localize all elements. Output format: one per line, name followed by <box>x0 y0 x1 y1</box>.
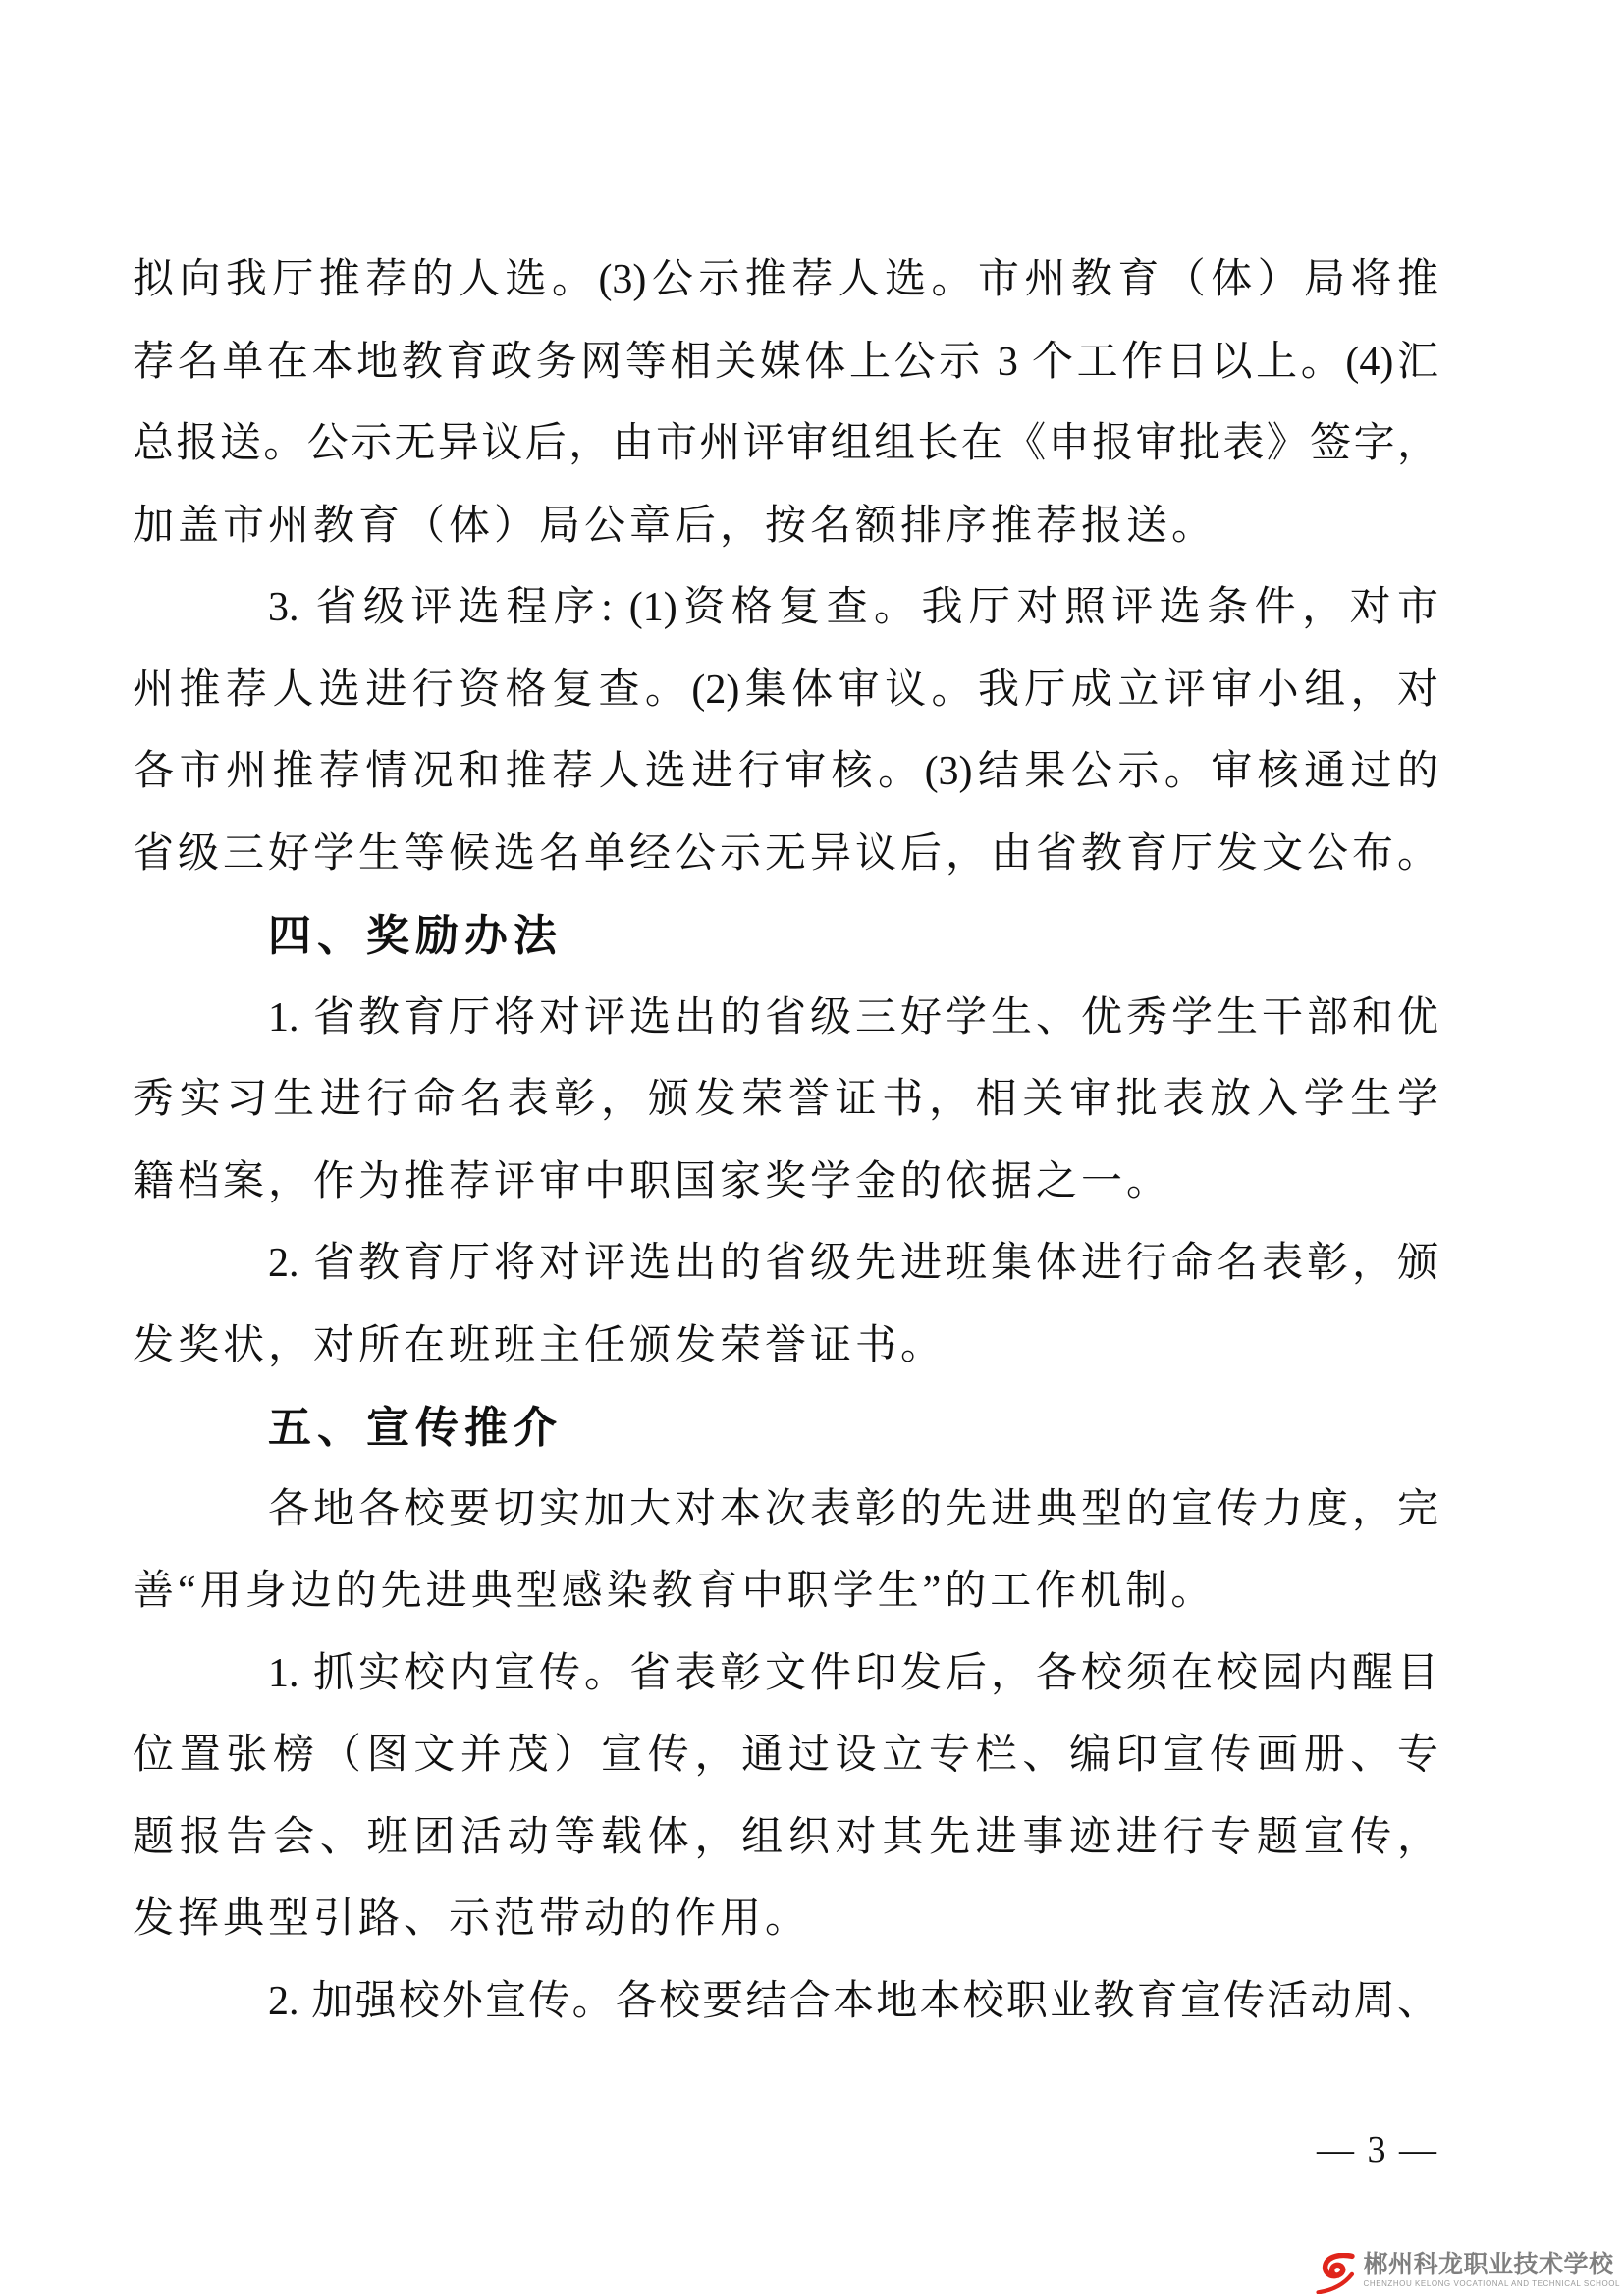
text-line: 善“用身边的先进典型感染教育中职学生”的工作机制。 <box>133 1569 1217 1614</box>
text-line: 发奖状，对所在班班主任颁发荣誉证书。 <box>133 1322 947 1368</box>
school-logo <box>1315 2253 1620 2294</box>
text-line: 州推荐人选进行资格复查。(2)集体审议。我厅成立评审小组，对 <box>133 667 1438 713</box>
text-line: 省级三好学生等候选名单经公示无异议后，由省教育厅发文公布。 <box>133 830 1438 877</box>
text-line: 各市州推荐情况和推荐人选进行审核。(3)结果公示。审核通过的 <box>133 749 1438 794</box>
text-line: 3. 省级评选程序: (1)资格复查。我厅对照评选条件，对市 <box>268 585 1438 630</box>
text-line: 2. 省教育厅将对评选出的省级先进班集体进行命名表彰，颁 <box>268 1241 1438 1286</box>
text-line: 1. 省教育厅将对评选出的省级三好学生、优秀学生干部和优 <box>268 994 1438 1041</box>
text-line: 秀实习生进行命名表彰，颁发荣誉证书，相关审批表放入学生学 <box>133 1077 1438 1122</box>
text-line: 2. 加强校外宣传。各校要结合本地本校职业教育宣传活动周、 <box>268 1978 1438 2024</box>
text-line: 加盖市州教育（体）局公章后，按名额排序推荐报送。 <box>133 503 1218 549</box>
text-line: 1. 抓实校内宣传。省表彰文件印发后，各校须在校园内醒目 <box>268 1650 1438 1696</box>
school-name-en: CHENZHOU KELONG VOCATIONAL AND TECHNICAL SCHOOL <box>1363 2279 1620 2288</box>
school-logo-text <box>1364 2253 1620 2288</box>
page-number: — 3 — <box>1317 2129 1438 2170</box>
document-body <box>133 240 1438 2043</box>
section-heading: 四、奖励办法 <box>268 912 563 960</box>
school-logo-icon <box>1315 2253 1358 2294</box>
text-line: 籍档案，作为推荐评审中职国家奖学金的依据之一。 <box>133 1158 1172 1204</box>
text-line: 题报告会、班团活动等载体，组织对其先进事迹进行专题宣传， <box>133 1814 1438 1860</box>
text-line: 荐名单在本地教育政务网等相关媒体上公示 3 个工作日以上。(4)汇 <box>133 339 1438 385</box>
text-line: 拟向我厅推荐的人选。(3)公示推荐人选。市州教育（体）局将推 <box>133 257 1438 302</box>
text-line: 发挥典型引路、示范带动的作用。 <box>133 1896 811 1942</box>
section-heading: 五、宣传推介 <box>268 1404 563 1452</box>
text-line: 位置张榜（图文并茂）宣传，通过设立专栏、编印宣传画册、专 <box>133 1733 1438 1778</box>
school-name-zh: 郴州科龙职业技术学校 <box>1363 2251 1614 2278</box>
text-line: 各地各校要切实加大对本次表彰的先进典型的宣传力度，完 <box>268 1486 1438 1532</box>
text-line: 总报送。公示无异议后，由市州评审组组长在《申报审批表》签字， <box>133 421 1438 466</box>
